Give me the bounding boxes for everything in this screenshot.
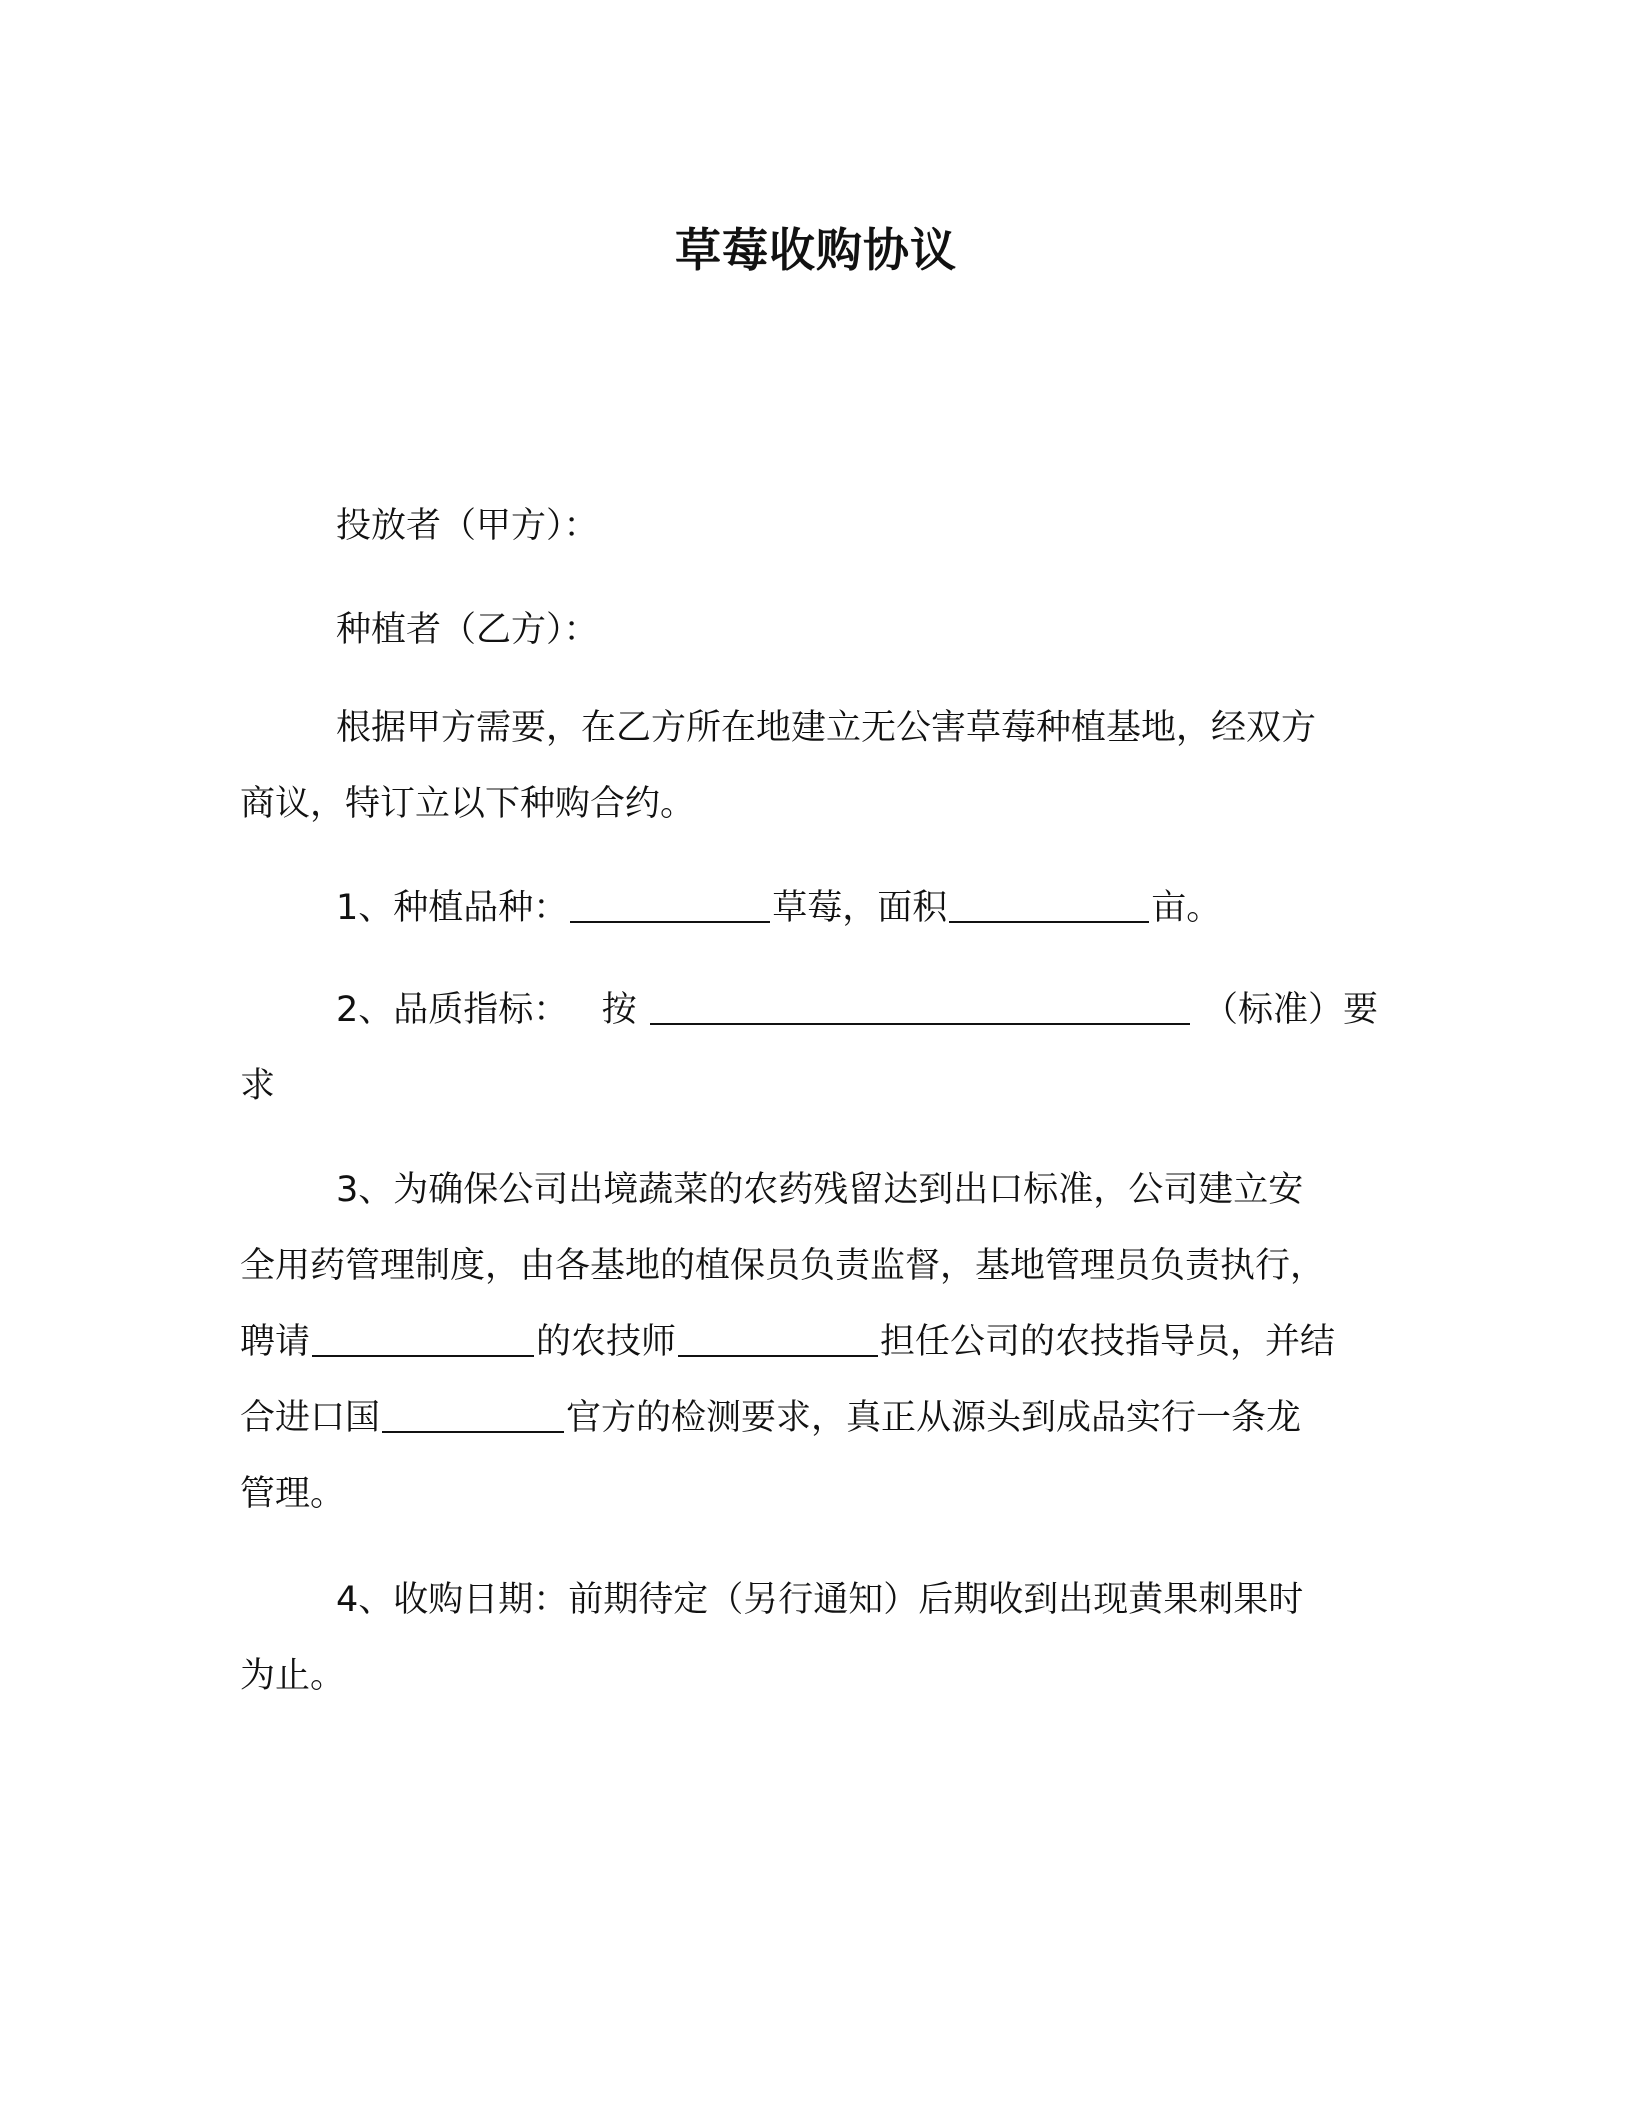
technician-name-blank <box>678 1325 878 1357</box>
party-b-label: 种植者（乙方）： <box>336 610 599 650</box>
clause-3-line-4 <box>240 1380 1380 1456</box>
intro-paragraph <box>240 690 1380 842</box>
intro-line-1: 根据甲方需要，在乙方所在地建立无公害草莓种植基地，经双方 <box>336 708 1317 748</box>
clause-1-mid: 草莓，面积 <box>772 888 948 928</box>
party-a-label: 投放者（甲方）： <box>336 506 599 546</box>
variety-blank <box>570 891 770 923</box>
clause-3-line-4-a: 合进口国 <box>240 1398 381 1438</box>
clause-2-suffix: （标准）要 <box>1202 990 1378 1030</box>
clause-3-line-2: 全用药管理制度，由各基地的植保员负责监督，基地管理员负责执行， <box>240 1246 1326 1286</box>
clause-3 <box>240 1152 1380 1532</box>
clause-2-by: 按 <box>601 990 637 1030</box>
clause-3-line-3 <box>240 1304 1380 1380</box>
clause-3-line-4-b: 官方的检测要求，真正从源头到成品实行一条龙 <box>566 1398 1302 1438</box>
clause-4 <box>240 1562 1380 1714</box>
clause-1-suffix: 亩。 <box>1151 888 1222 928</box>
standard-blank <box>650 993 1190 1025</box>
clause-3-line-5: 管理。 <box>240 1474 346 1514</box>
clause-3-line-3-c: 担任公司的农技指导员，并结 <box>880 1322 1336 1362</box>
document-title: 草莓收购协议 <box>675 223 957 277</box>
hire-source-blank <box>312 1325 534 1357</box>
intro-line-2: 商议，特订立以下种购合约。 <box>240 784 696 824</box>
party-a-line <box>240 488 1476 564</box>
clause-2-line-2: 求 <box>240 1066 276 1106</box>
clause-2 <box>240 972 1380 1124</box>
clause-4-line-1: 4、收购日期：前期待定（另行通知）后期收到出现黄果刺果时 <box>336 1580 1304 1620</box>
clause-2-prefix: 2、品质指标： <box>336 990 569 1030</box>
clause-2-line-1 <box>240 972 1380 1048</box>
clause-4-line-2: 为止。 <box>240 1656 346 1696</box>
clause-1 <box>240 870 1476 946</box>
import-country-blank <box>382 1401 564 1433</box>
clause-1-prefix: 1、种植品种： <box>336 888 569 928</box>
party-b-line <box>240 592 1476 668</box>
area-blank <box>949 891 1149 923</box>
clause-3-line-1: 3、为确保公司出境蔬菜的农药残留达到出口标准，公司建立安 <box>336 1170 1304 1210</box>
clause-3-line-3-b: 的农技师 <box>536 1322 677 1362</box>
clause-3-line-3-a: 聘请 <box>240 1322 311 1362</box>
